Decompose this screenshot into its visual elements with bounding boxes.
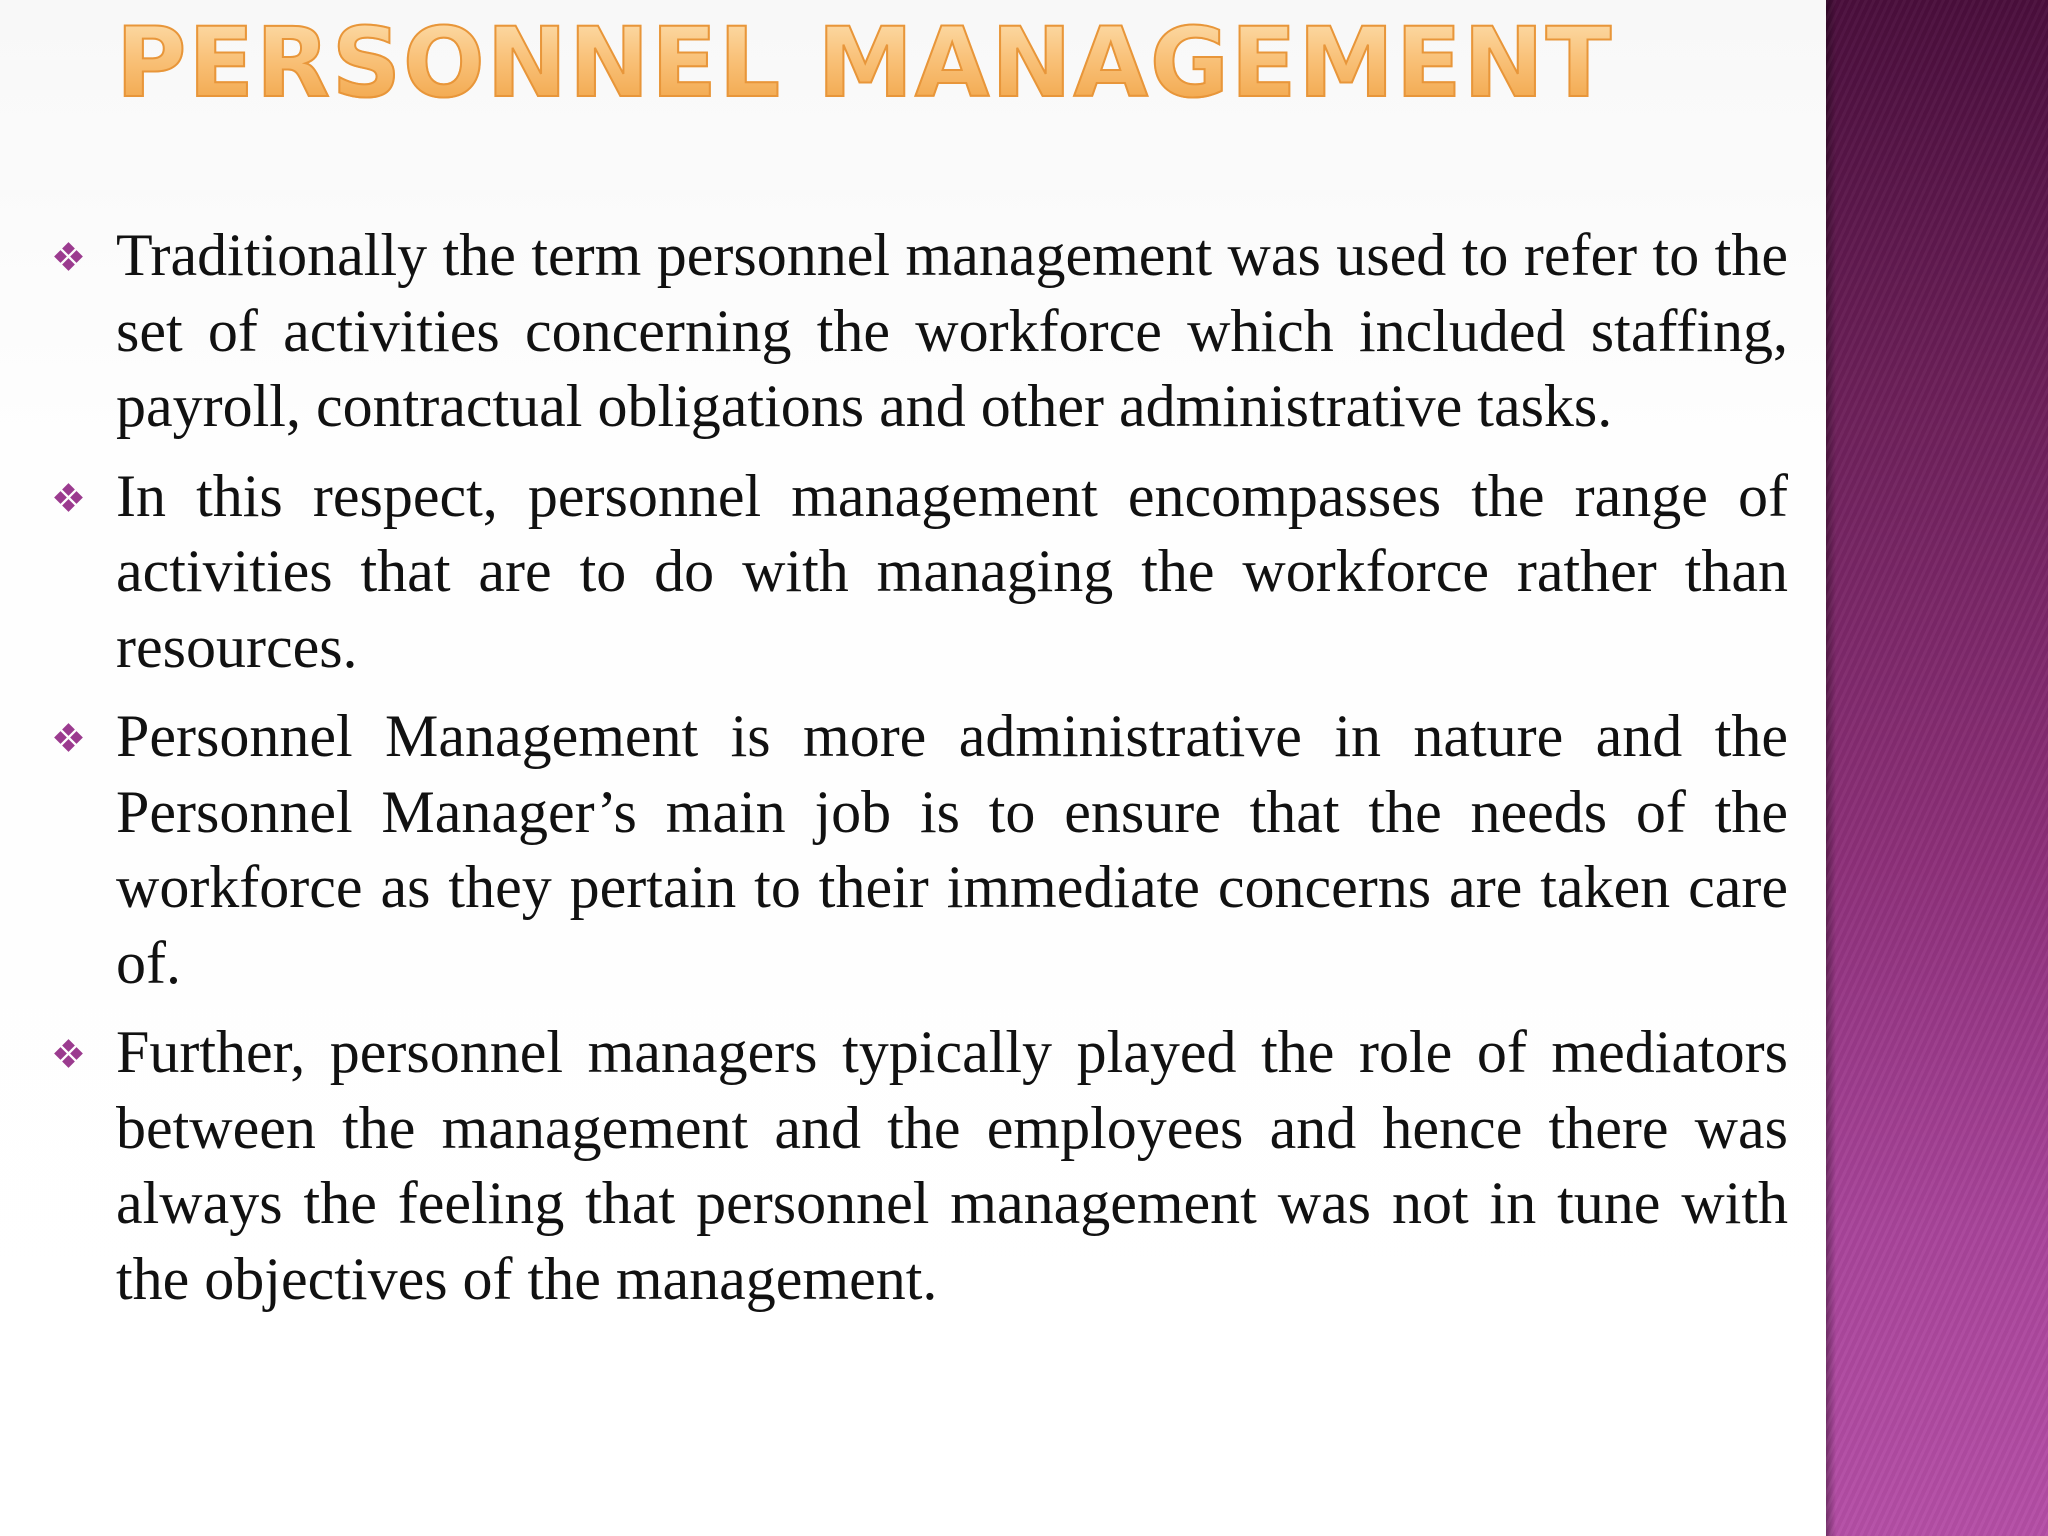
diamond-cluster-icon [56, 725, 82, 751]
bullet-list [56, 218, 1788, 1331]
bullet-item [56, 1015, 1788, 1317]
bullet-text: Traditionally the term personnel management was used to refer to the set of activities concerning the workforce which included staffing, payroll, contractual obligations and other administrative tasks. [116, 222, 1788, 439]
diamond-cluster-icon [56, 1041, 82, 1067]
bullet-text: Further, personnel managers typically played the role of mediators between the management and the employees and hence there was always the feeling that personnel management was not in tune with the objectives of the management. [116, 1019, 1788, 1312]
diamond-cluster-icon [56, 244, 82, 270]
bullet-text: Personnel Management is more administrative in nature and the Personnel Manager’s main job is to ensure that the needs of the workforce as they pertain to their immediate concerns are taken care of. [116, 703, 1788, 996]
bullet-item [56, 699, 1788, 1001]
slide-title: PERSONNEL MANAGEMENT [116, 7, 1614, 119]
bullet-item [56, 218, 1788, 445]
bullet-item [56, 459, 1788, 686]
decorative-side-band [1826, 0, 2048, 1536]
bullet-text: In this respect, personnel management encompasses the range of activities that are to do with managing the workforce rather than resources. [116, 462, 1788, 680]
diamond-cluster-icon [56, 485, 82, 511]
